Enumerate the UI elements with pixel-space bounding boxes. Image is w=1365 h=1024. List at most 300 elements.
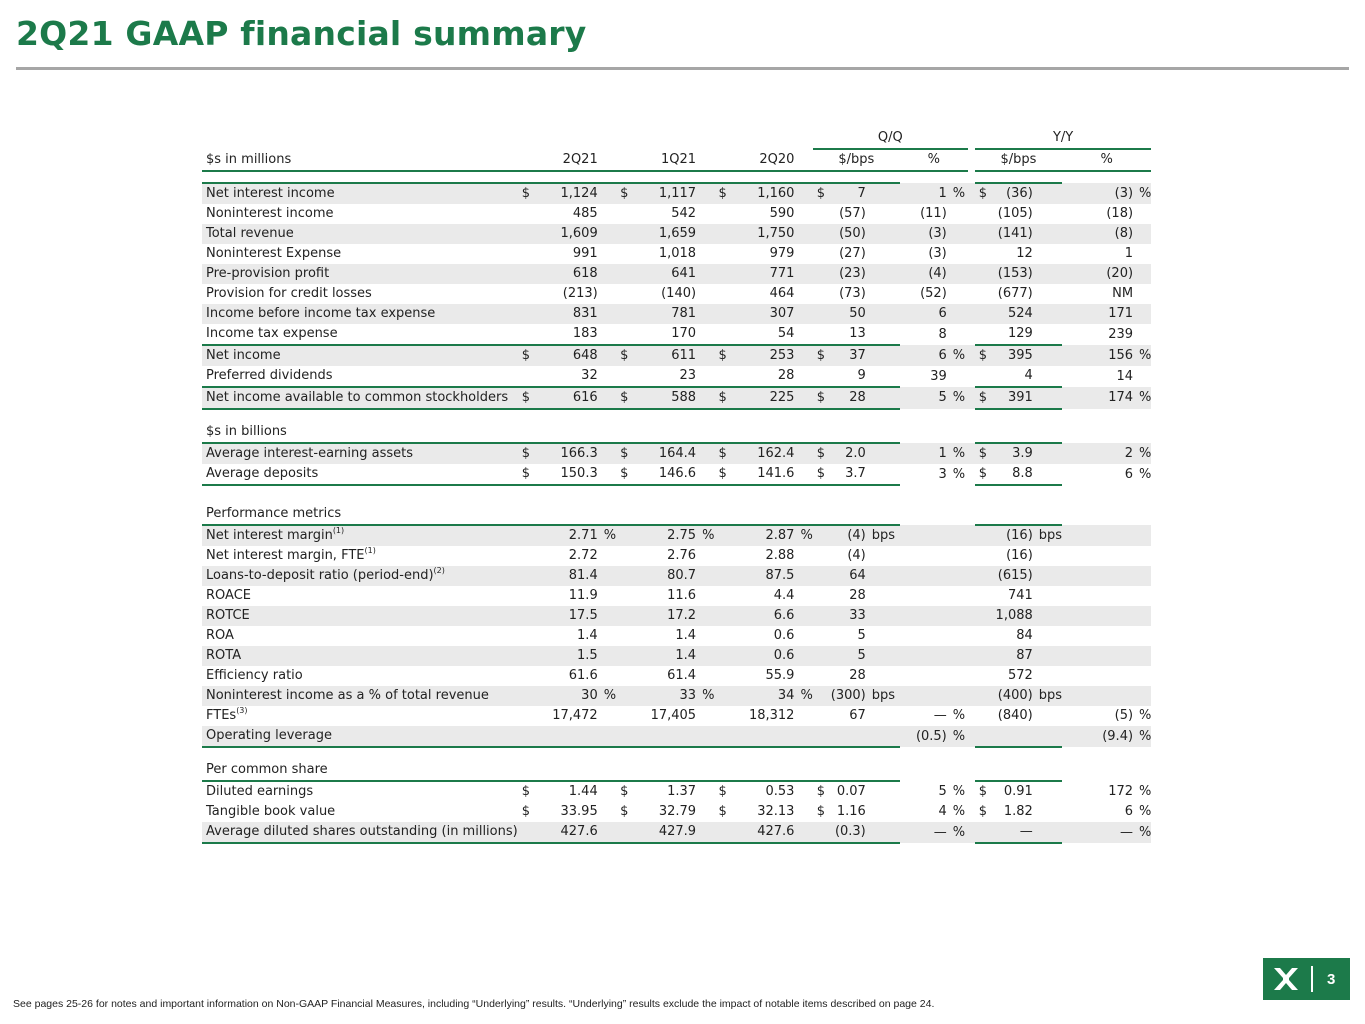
qq-change-unit (866, 345, 900, 366)
qq-pct-unit: % (947, 387, 968, 409)
qq-pct-value: 3 (938, 466, 947, 482)
qq-pct-value: (4) (900, 264, 947, 284)
column-gap (968, 626, 975, 646)
yy-pct-unit (1133, 204, 1151, 224)
period-unit (696, 224, 714, 244)
table-row (202, 464, 1151, 485)
qq-change-unit (866, 781, 900, 802)
row-label-text: Operating leverage (206, 728, 332, 743)
row-label (202, 183, 518, 204)
period-unit (696, 781, 714, 802)
period-value: 0.6 (773, 628, 795, 643)
header-qq-pct: % (900, 149, 968, 171)
yy-pct-unit (1133, 324, 1151, 345)
period-unit (696, 706, 714, 726)
currency-symbol (616, 626, 634, 646)
period-value: 427.6 (536, 822, 598, 843)
yy-currency: $ (975, 443, 993, 464)
period-value: 2.72 (568, 548, 598, 563)
row-label (202, 822, 518, 843)
qq-currency (813, 525, 831, 546)
yy-pct-value (1062, 646, 1133, 666)
qq-change-unit (866, 586, 900, 606)
yy-currency: $ (975, 464, 993, 485)
column-gap (968, 525, 975, 546)
period-unit (794, 443, 812, 464)
yy-change-unit (1033, 706, 1062, 726)
period-value: 4.4 (773, 588, 795, 603)
currency-symbol (518, 686, 536, 706)
qq-pct-unit (947, 324, 968, 345)
yy-change-value: (16) (993, 525, 1033, 546)
period-value: 979 (769, 246, 795, 261)
yy-pct-value (1062, 566, 1133, 586)
period-value: 641 (634, 264, 696, 284)
row-label-text: Noninterest income (206, 206, 334, 221)
period-value: 2.76 (667, 548, 697, 563)
qq-change-value: 67 (849, 708, 866, 723)
yy-currency (975, 224, 993, 244)
yy-change-value: 129 (1007, 326, 1033, 341)
period-value: 146.6 (634, 464, 696, 485)
brand-logo-badge (1263, 958, 1350, 1000)
row-label (202, 464, 518, 485)
period-unit (794, 822, 812, 843)
qq-currency (813, 566, 831, 586)
section-heading-row (202, 504, 1151, 525)
currency-symbol (714, 646, 732, 666)
yy-change-unit (1033, 464, 1062, 485)
qq-change-unit (866, 822, 900, 843)
period-unit (696, 366, 714, 387)
table-row (202, 726, 1151, 747)
yy-pct-unit (1133, 686, 1151, 706)
qq-pct-value (900, 525, 947, 546)
period-value: 183 (572, 326, 598, 341)
currency-symbol: $ (518, 345, 536, 366)
qq-pct-value (900, 586, 947, 606)
qq-pct-unit (947, 304, 968, 324)
yy-currency (975, 606, 993, 626)
qq-pct-unit (947, 606, 968, 626)
yy-change-value: 391 (993, 387, 1033, 409)
period-value: 11.9 (568, 588, 598, 603)
qq-change-unit (866, 244, 900, 264)
period-value: 11.6 (667, 588, 697, 603)
row-label-text: Noninterest Expense (206, 246, 342, 261)
qq-change-value: 37 (831, 345, 866, 366)
row-label-text: Pre-provision profit (206, 266, 330, 281)
row-label-text: Total revenue (206, 226, 294, 241)
qq-currency (813, 626, 831, 646)
period-value: 485 (572, 206, 598, 221)
yy-change-value (993, 726, 1033, 747)
yy-change-unit (1033, 244, 1062, 264)
period-unit (794, 566, 812, 586)
header-period: 1Q21 (616, 149, 696, 171)
qq-change-value: 0.07 (831, 781, 866, 802)
period-value: 61.4 (667, 668, 697, 683)
row-label (202, 224, 518, 244)
period-value: 1,750 (732, 224, 794, 244)
header-yy-pct: % (1062, 149, 1151, 171)
period-value (536, 726, 598, 747)
currency-symbol: $ (616, 387, 634, 409)
yy-currency (975, 204, 993, 224)
period-unit (696, 726, 714, 747)
currency-symbol (518, 726, 536, 747)
period-unit (598, 646, 616, 666)
yy-change-value: (840) (997, 708, 1033, 723)
yy-pct-unit (1133, 264, 1151, 284)
period-value: 2.87 (732, 525, 794, 546)
qq-currency: $ (813, 781, 831, 802)
period-value: 1.4 (675, 628, 697, 643)
yy-pct-value: (5) (1114, 708, 1134, 723)
period-value: 81.4 (536, 566, 598, 586)
period-value: 61.6 (568, 668, 598, 683)
row-label-text: ROTCE (206, 608, 250, 623)
period-unit (794, 464, 812, 485)
yy-pct-unit: % (1133, 443, 1151, 464)
qq-currency (813, 606, 831, 626)
table-row (202, 366, 1151, 387)
row-label-text: Average deposits (206, 466, 319, 481)
column-gap (968, 387, 975, 409)
period-unit (598, 626, 616, 646)
table-row (202, 706, 1151, 726)
yy-pct-value (1062, 626, 1133, 646)
currency-symbol (714, 204, 732, 224)
column-gap (968, 586, 975, 606)
period-value: 166.3 (536, 443, 598, 464)
yy-pct-unit: % (1133, 345, 1151, 366)
table-row (202, 606, 1151, 626)
yy-currency (975, 586, 993, 606)
row-label-text: Noninterest income as a % of total revenue (206, 688, 489, 703)
period-unit (794, 586, 812, 606)
table-row (202, 264, 1151, 284)
yy-pct-value: (18) (1106, 206, 1134, 221)
period-value: 618 (536, 264, 598, 284)
yy-pct-value: 1 (1124, 246, 1134, 261)
qq-pct-value: — (900, 822, 947, 843)
yy-change-unit (1033, 224, 1062, 244)
qq-currency (813, 726, 831, 747)
period-value: (213) (562, 286, 598, 301)
period-unit (794, 324, 812, 345)
qq-pct-unit (947, 366, 968, 387)
yy-change-unit (1033, 606, 1062, 626)
qq-pct-value: 6 (900, 304, 947, 324)
qq-change-value: 28 (849, 588, 866, 603)
period-value: 170 (671, 326, 697, 341)
row-label (202, 284, 518, 304)
column-gap (968, 546, 975, 566)
yy-change-value: 572 (1007, 668, 1033, 683)
yy-pct-value: (9.4) (1062, 726, 1133, 747)
period-unit (794, 706, 812, 726)
section-heading: Performance metrics (206, 506, 342, 521)
column-gap (968, 666, 975, 686)
yy-change-unit (1033, 822, 1062, 843)
period-unit (598, 802, 616, 822)
table-row (202, 345, 1151, 366)
period-unit (598, 284, 616, 304)
qq-pct-value (900, 606, 947, 626)
currency-symbol (616, 706, 634, 726)
qq-change-value: (300) (831, 686, 866, 706)
yy-pct-value: 6 (1124, 804, 1134, 819)
period-unit (598, 822, 616, 843)
qq-change-value: (4) (847, 548, 866, 563)
period-unit (598, 666, 616, 686)
qq-currency (813, 204, 831, 224)
footnote-marker: (1) (332, 526, 345, 535)
table-row (202, 626, 1151, 646)
table-row (202, 284, 1151, 304)
period-value: 33 (634, 686, 696, 706)
yy-currency (975, 646, 993, 666)
section-heading-row (202, 422, 1151, 443)
currency-symbol (714, 666, 732, 686)
table-row (202, 666, 1151, 686)
header-qq-bps: $/bps (813, 149, 900, 171)
column-gap (968, 324, 975, 345)
period-value: 2.71 (536, 525, 598, 546)
qq-pct-unit (947, 566, 968, 586)
row-label-text: Average interest-earning assets (206, 446, 414, 461)
qq-change-unit (866, 666, 900, 686)
period-value: 831 (536, 304, 598, 324)
currency-symbol (714, 224, 732, 244)
yy-change-unit (1033, 183, 1062, 204)
qq-currency (813, 244, 831, 264)
qq-pct-value (900, 666, 947, 686)
period-unit (696, 284, 714, 304)
column-gap (968, 464, 975, 485)
column-gap (968, 284, 975, 304)
yy-currency (975, 726, 993, 747)
table-row (202, 686, 1151, 706)
yy-currency: $ (975, 345, 993, 366)
qq-currency (813, 646, 831, 666)
currency-symbol (616, 822, 634, 843)
column-gap (968, 224, 975, 244)
row-label (202, 304, 518, 324)
row-label-text: Net interest margin (206, 528, 333, 543)
period-value: 542 (671, 206, 697, 221)
period-value: 588 (634, 387, 696, 409)
yy-pct-unit (1133, 224, 1151, 244)
currency-symbol: $ (620, 804, 629, 819)
qq-change-value: 5 (857, 628, 866, 643)
currency-symbol (714, 566, 732, 586)
yy-change-unit (1033, 443, 1062, 464)
qq-pct-value: (3) (900, 224, 947, 244)
currency-symbol (616, 366, 634, 387)
qq-pct-value: 5 (938, 783, 947, 799)
period-unit: % (598, 686, 616, 706)
currency-symbol (518, 666, 536, 686)
yy-change-unit (1033, 324, 1062, 345)
qq-pct-value: 6 (900, 345, 947, 366)
period-value: 1,160 (732, 183, 794, 204)
period-unit (598, 606, 616, 626)
period-unit (696, 802, 714, 822)
yy-change-value: 524 (993, 304, 1033, 324)
currency-symbol (518, 706, 536, 726)
row-label (202, 525, 518, 546)
period-unit (598, 366, 616, 387)
period-unit (794, 304, 812, 324)
qq-change-unit (866, 546, 900, 566)
qq-change-value: 7 (831, 183, 866, 204)
yy-pct-value: (3) (1062, 183, 1133, 204)
period-unit: % (598, 525, 616, 546)
row-spacer-cell (202, 747, 1151, 760)
qq-pct-unit (947, 626, 968, 646)
qq-change-unit (866, 183, 900, 204)
period-unit (598, 586, 616, 606)
qq-pct-unit: % (947, 183, 968, 204)
period-unit (794, 387, 812, 409)
currency-symbol (714, 606, 732, 626)
yy-currency (975, 244, 993, 264)
column-gap (968, 345, 975, 366)
qq-pct-unit (947, 284, 968, 304)
currency-symbol (714, 706, 732, 726)
yy-pct-unit (1133, 606, 1151, 626)
row-label-text: FTEs (206, 708, 237, 723)
qq-pct-unit: % (947, 345, 968, 366)
qq-change-unit (866, 606, 900, 626)
row-spacer-cell (202, 485, 1151, 504)
period-unit (794, 726, 812, 747)
header-period: 2Q20 (714, 149, 794, 171)
currency-symbol: $ (714, 183, 732, 204)
currency-symbol: $ (714, 387, 732, 409)
qq-change-value: 3.7 (831, 464, 866, 485)
period-unit (794, 606, 812, 626)
period-value: 648 (536, 345, 598, 366)
header-period: 2Q21 (518, 149, 598, 171)
section-heading-row (202, 760, 1151, 781)
column-gap (968, 802, 975, 822)
yy-pct-unit (1133, 626, 1151, 646)
row-label (202, 666, 518, 686)
period-value: 17,472 (552, 708, 598, 723)
qq-pct-value (900, 546, 947, 566)
period-value: 1,018 (658, 246, 697, 261)
period-unit (696, 204, 714, 224)
currency-symbol (714, 726, 732, 747)
yy-change-unit (1033, 546, 1062, 566)
currency-symbol (714, 264, 732, 284)
row-label (202, 802, 518, 822)
currency-symbol (616, 546, 634, 566)
yy-pct-unit (1133, 284, 1151, 304)
table-row (202, 304, 1151, 324)
qq-pct-unit: % (947, 822, 968, 843)
section-heading-filler (518, 504, 1152, 525)
period-unit (598, 244, 616, 264)
yy-change-value: 4 (1024, 368, 1033, 383)
yy-pct-unit: % (1133, 822, 1151, 843)
table-row (202, 224, 1151, 244)
yy-pct-value: 174 (1062, 387, 1133, 409)
header-column-row (202, 149, 1151, 171)
yy-pct-value (1062, 666, 1133, 686)
period-value: 590 (769, 206, 795, 221)
yy-pct-value: 6 (1124, 466, 1134, 482)
period-value: 0.6 (732, 646, 794, 666)
header-label-col: $s in millions (202, 149, 518, 171)
period-value: 253 (732, 345, 794, 366)
currency-symbol (518, 324, 536, 345)
period-value: 32.79 (658, 804, 697, 819)
header-cell-spacer (696, 149, 714, 171)
qq-pct-value: 39 (930, 368, 947, 384)
period-value: 225 (732, 387, 794, 409)
yy-pct-value (1062, 546, 1133, 566)
header-group-row (202, 128, 1151, 149)
column-gap (968, 686, 975, 706)
yy-pct-value: — (1062, 822, 1133, 843)
period-value: 28 (777, 368, 795, 383)
qq-pct-unit (947, 646, 968, 666)
yy-pct-value: 172 (1108, 783, 1134, 799)
qq-change-unit (866, 706, 900, 726)
qq-currency (813, 546, 831, 566)
currency-symbol (616, 686, 634, 706)
yy-change-unit (1033, 204, 1062, 224)
yy-change-unit (1033, 666, 1062, 686)
section-heading-filler (518, 760, 1152, 781)
table-row (202, 781, 1151, 802)
yy-change-unit: bps (1033, 525, 1062, 546)
qq-pct-value: 4 (938, 804, 947, 819)
qq-pct-unit (947, 666, 968, 686)
currency-symbol (714, 284, 732, 304)
currency-symbol (616, 726, 634, 747)
qq-change-unit (866, 284, 900, 304)
currency-symbol: $ (521, 804, 530, 819)
row-label-text: Net interest income (206, 186, 335, 201)
period-unit (696, 345, 714, 366)
yy-change-value: 87 (993, 646, 1033, 666)
qq-change-unit (866, 387, 900, 409)
currency-symbol (714, 546, 732, 566)
period-unit (598, 546, 616, 566)
currency-symbol (616, 284, 634, 304)
qq-currency: $ (816, 804, 826, 819)
period-value: 771 (732, 264, 794, 284)
period-unit (696, 183, 714, 204)
column-gap (968, 726, 975, 747)
currency-symbol (518, 204, 536, 224)
period-unit (794, 546, 812, 566)
table-row (202, 566, 1151, 586)
row-label (202, 324, 518, 345)
qq-pct-value: (3) (928, 246, 947, 261)
qq-pct-value: (0.5) (900, 726, 947, 747)
qq-pct-unit (947, 204, 968, 224)
header-qq-group: Q/Q (813, 128, 968, 149)
currency-symbol (616, 666, 634, 686)
yy-change-value: 741 (1007, 588, 1033, 603)
period-value: 1.44 (536, 781, 598, 802)
